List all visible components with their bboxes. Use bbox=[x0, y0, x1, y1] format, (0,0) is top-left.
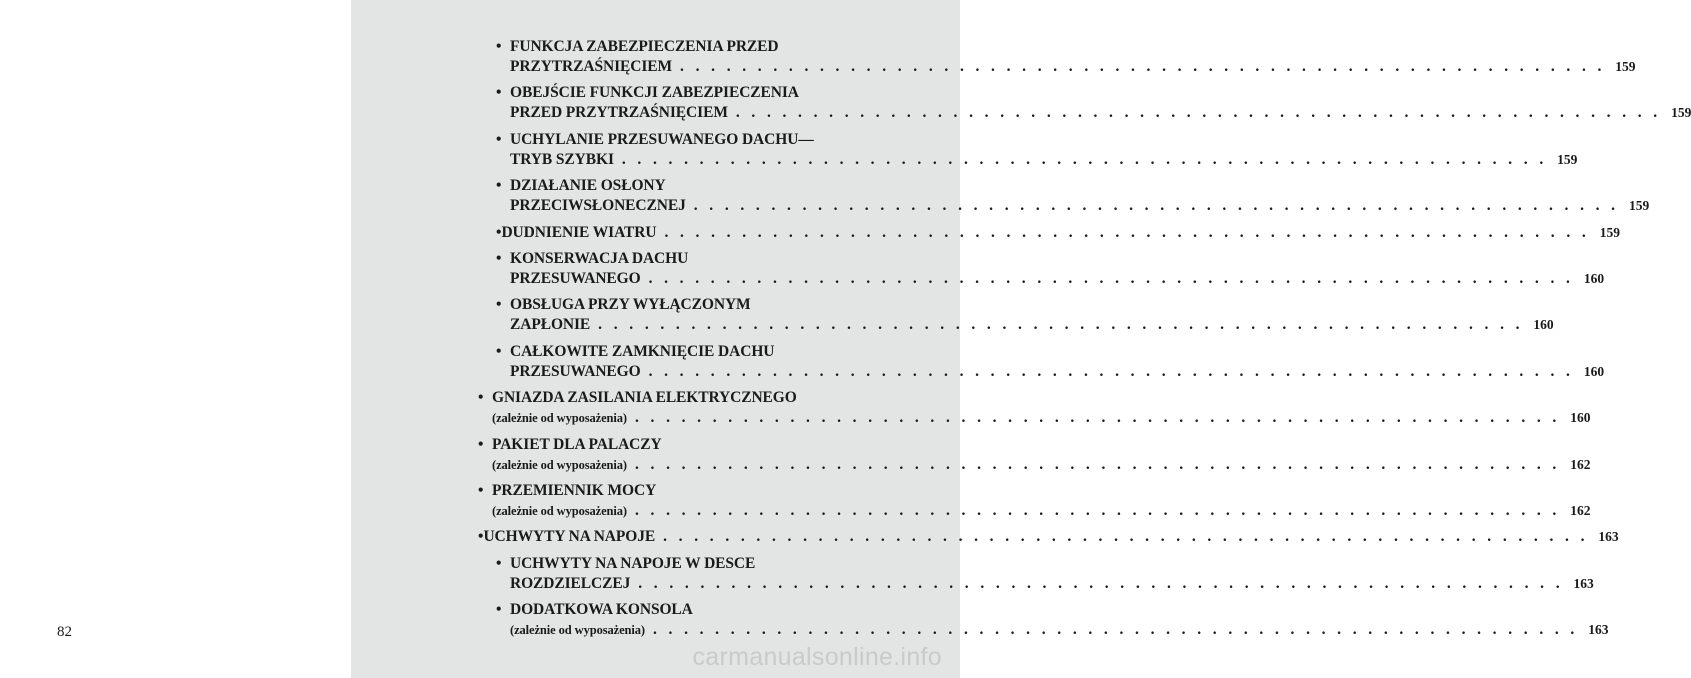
toc-entry-title-text: PRZED PRZYTRZAŚNIĘCIEM bbox=[510, 104, 728, 122]
toc-entry-line bbox=[496, 269, 1605, 289]
dot-leader: . . . . . . . . . . . . . . . . . . . . . . . . . . . . . . . . . . . . . . . . . . . . . . . . . . . . . . . . . . . . bbox=[735, 104, 1662, 122]
toc-entry-title-text: TRYB SZYBKI bbox=[510, 150, 614, 168]
toc-entry[interactable] bbox=[478, 176, 1650, 216]
toc-entry-title bbox=[496, 554, 898, 574]
dot-leader: . . . . . . . . . . . . . . . . . . . . . . . . . . . . . . . . . . . . . . . . . . . . . . . . . . . . . . . . . . . . bbox=[652, 621, 1579, 639]
bullet-icon: • bbox=[496, 223, 502, 241]
toc-page-number: 159 bbox=[1671, 105, 1691, 121]
toc-entry-title bbox=[478, 435, 898, 455]
toc-entry-title bbox=[496, 600, 898, 620]
bullet-icon: • bbox=[496, 249, 502, 267]
toc-page-number: 163 bbox=[1598, 529, 1619, 545]
toc-entry-line bbox=[478, 527, 1619, 547]
bullet-icon: • bbox=[496, 342, 502, 360]
toc-entry-title-text: UCHWYTY NA NAPOJE W DESCE bbox=[510, 554, 756, 572]
toc-entry-title bbox=[496, 295, 898, 315]
bullet-icon: • bbox=[478, 435, 484, 453]
dot-leader: . . . . . . . . . . . . . . . . . . . . . . . . . . . . . . . . . . . . . . . . . . . . . . . . . . . . . . . . . . . . bbox=[621, 150, 1548, 168]
toc-entry-line bbox=[496, 196, 1650, 216]
availability-note: (zależnie od wyposażenia) bbox=[492, 457, 627, 472]
availability-note: (zależnie od wyposażenia) bbox=[510, 623, 645, 638]
bullet-icon: • bbox=[496, 38, 502, 55]
dot-leader: . . . . . . . . . . . . . . . . . . . . . . . . . . . . . . . . . . . . . . . . . . . . . . . . . . . . . . . . . . . . bbox=[664, 223, 1590, 241]
toc-entry-line bbox=[478, 455, 1591, 475]
dot-leader: . . . . . . . . . . . . . . . . . . . . . . . . . . . . . . . . . . . . . . . . . . . . . . . . . . . . . . . . . . . . bbox=[648, 269, 1574, 287]
toc-entry-title bbox=[496, 130, 898, 150]
toc-entry-title-text: DZIAŁANIE OSŁONY bbox=[510, 177, 666, 195]
toc-entry-line bbox=[496, 620, 1609, 640]
toc-entry-title bbox=[478, 481, 898, 501]
toc-entry-line bbox=[496, 362, 1605, 382]
toc-page-number: 162 bbox=[1570, 502, 1591, 518]
toc-entry-title-text: PRZYTRZAŚNIĘCIEM bbox=[510, 58, 673, 75]
availability-note: (zależnie od wyposażenia) bbox=[492, 411, 627, 426]
toc-entry[interactable] bbox=[478, 130, 1578, 170]
toc-entry-title-text: PRZECIWSŁONECZNEJ bbox=[510, 197, 686, 215]
bullet-icon: • bbox=[478, 389, 484, 407]
toc-entry-title-text: CAŁKOWITE ZAMKNIĘCIE DACHU bbox=[510, 342, 775, 360]
toc-entry[interactable] bbox=[478, 388, 1591, 428]
toc-page-number: 163 bbox=[1588, 622, 1609, 638]
dot-leader: . . . . . . . . . . . . . . . . . . . . . . . . . . . . . . . . . . . . . . . . . . . . . . . . . . . . . . . . . . . . bbox=[638, 574, 1564, 592]
toc-entry-title-text: UCHYLANIE PRZESUWANEGO DACHU— bbox=[510, 130, 814, 148]
toc-page-number: 159 bbox=[1628, 198, 1650, 214]
bullet-icon: • bbox=[496, 554, 502, 572]
bullet-icon: • bbox=[496, 601, 502, 619]
toc-entry-title bbox=[496, 176, 898, 196]
dot-leader: . . . . . . . . . . . . . . . . . . . . . . . . . . . . . . . . . . . . . . . . . . . . . . . . . . . . . . . . . . . . bbox=[663, 528, 1589, 546]
table-of-contents bbox=[478, 37, 1691, 646]
toc-entry-title bbox=[496, 249, 898, 269]
toc-page-number: 160 bbox=[1570, 410, 1591, 426]
toc-entry[interactable] bbox=[478, 342, 1605, 382]
bullet-icon: • bbox=[496, 84, 502, 102]
toc-entry-title-text: OBEJŚCIE FUNKCJI ZABEZPIECZENIA bbox=[510, 84, 799, 102]
toc-entry-title bbox=[496, 342, 898, 362]
toc-page-number: 163 bbox=[1573, 575, 1594, 591]
bullet-icon: • bbox=[478, 528, 484, 546]
toc-entry-title-text: DUDNIENIE WIATRU bbox=[501, 223, 657, 241]
toc-entry[interactable] bbox=[478, 527, 1619, 547]
toc-entry[interactable] bbox=[478, 554, 1594, 594]
toc-entry-title-text: OBSŁUGA PRZY WYŁĄCZONYM bbox=[510, 296, 751, 314]
toc-entry[interactable] bbox=[478, 223, 1620, 243]
bullet-icon: • bbox=[478, 481, 484, 499]
toc-entry[interactable] bbox=[478, 481, 1591, 521]
toc-entry-title-text: DODATKOWA KONSOLA bbox=[510, 601, 693, 619]
toc-entry[interactable] bbox=[478, 435, 1591, 475]
toc-entry-line bbox=[478, 501, 1591, 521]
toc-entry-line bbox=[496, 103, 1691, 123]
toc-page-number: 160 bbox=[1583, 363, 1605, 379]
toc-entry-line bbox=[496, 223, 1620, 243]
toc-page-number: 159 bbox=[1557, 151, 1578, 167]
toc-entry[interactable] bbox=[478, 37, 1636, 77]
toc-entry[interactable] bbox=[478, 83, 1691, 123]
toc-entry-line bbox=[496, 315, 1554, 335]
toc-entry-title-text: UCHWYTY NA NAPOJE bbox=[483, 528, 656, 546]
toc-entry-title-text: FUNKCJA ZABEZPIECZENIA PRZED bbox=[510, 38, 779, 55]
availability-note: (zależnie od wyposażenia) bbox=[492, 503, 627, 518]
toc-entry-line bbox=[496, 574, 1594, 594]
toc-entry-line bbox=[496, 57, 1636, 77]
toc-entry-title-text: PRZESUWANEGO bbox=[510, 362, 641, 380]
dot-leader: . . . . . . . . . . . . . . . . . . . . . . . . . . . . . . . . . . . . . . . . . . . . . . . . . . . . . . . . . . . . bbox=[634, 409, 1561, 427]
toc-entry[interactable] bbox=[478, 600, 1609, 640]
dot-leader: . . . . . . . . . . . . . . . . . . . . . . . . . . . . . . . . . . . . . . . . . . . . . . . . . . . . . . . . . . . . bbox=[680, 58, 1606, 75]
toc-entry-line bbox=[478, 408, 1591, 428]
toc-entry-line bbox=[496, 150, 1578, 170]
toc-entry-title bbox=[478, 388, 898, 408]
bullet-icon: • bbox=[496, 130, 502, 148]
dot-leader: . . . . . . . . . . . . . . . . . . . . . . . . . . . . . . . . . . . . . . . . . . . . . . . . . . . . . . . . . . . . bbox=[634, 501, 1561, 519]
bullet-icon: • bbox=[496, 296, 502, 314]
bullet-icon: • bbox=[496, 177, 502, 195]
dot-leader: . . . . . . . . . . . . . . . . . . . . . . . . . . . . . . . . . . . . . . . . . . . . . . . . . . . . . . . . . . . . bbox=[693, 197, 1619, 215]
toc-entry-title-text: PRZEMIENNIK MOCY bbox=[492, 481, 657, 499]
toc-entry-title-text: GNIAZDA ZASILANIA ELEKTRYCZNEGO bbox=[492, 389, 797, 407]
toc-page-number: 160 bbox=[1533, 317, 1554, 333]
toc-entry-title-text: ZAPŁONIE bbox=[510, 316, 591, 334]
page-number: 82 bbox=[57, 624, 72, 640]
toc-entry-title bbox=[496, 83, 898, 103]
toc-entry[interactable] bbox=[478, 249, 1605, 289]
dot-leader: . . . . . . . . . . . . . . . . . . . . . . . . . . . . . . . . . . . . . . . . . . . . . . . . . . . . . . . . . . . . bbox=[598, 316, 1524, 334]
toc-page-number: 159 bbox=[1615, 59, 1636, 74]
toc-page-number: 162 bbox=[1570, 456, 1591, 472]
toc-entry-title-text: KONSERWACJA DACHU bbox=[510, 249, 689, 267]
dot-leader: . . . . . . . . . . . . . . . . . . . . . . . . . . . . . . . . . . . . . . . . . . . . . . . . . . . . . . . . . . . . bbox=[648, 362, 1574, 380]
toc-page-number: 160 bbox=[1583, 270, 1605, 286]
watermark: carmanualsonline.info bbox=[692, 643, 942, 671]
toc-entry-title bbox=[496, 37, 898, 57]
toc-entry-title-text: ROZDZIELCZEJ bbox=[510, 574, 631, 592]
toc-entry-title-text: PAKIET DLA PALACZY bbox=[492, 435, 662, 453]
toc-entry-title-text: PRZESUWANEGO bbox=[510, 269, 641, 287]
toc-entry[interactable] bbox=[478, 295, 1554, 335]
dot-leader: . . . . . . . . . . . . . . . . . . . . . . . . . . . . . . . . . . . . . . . . . . . . . . . . . . . . . . . . . . . . bbox=[634, 455, 1561, 473]
toc-page-number: 159 bbox=[1599, 224, 1620, 240]
